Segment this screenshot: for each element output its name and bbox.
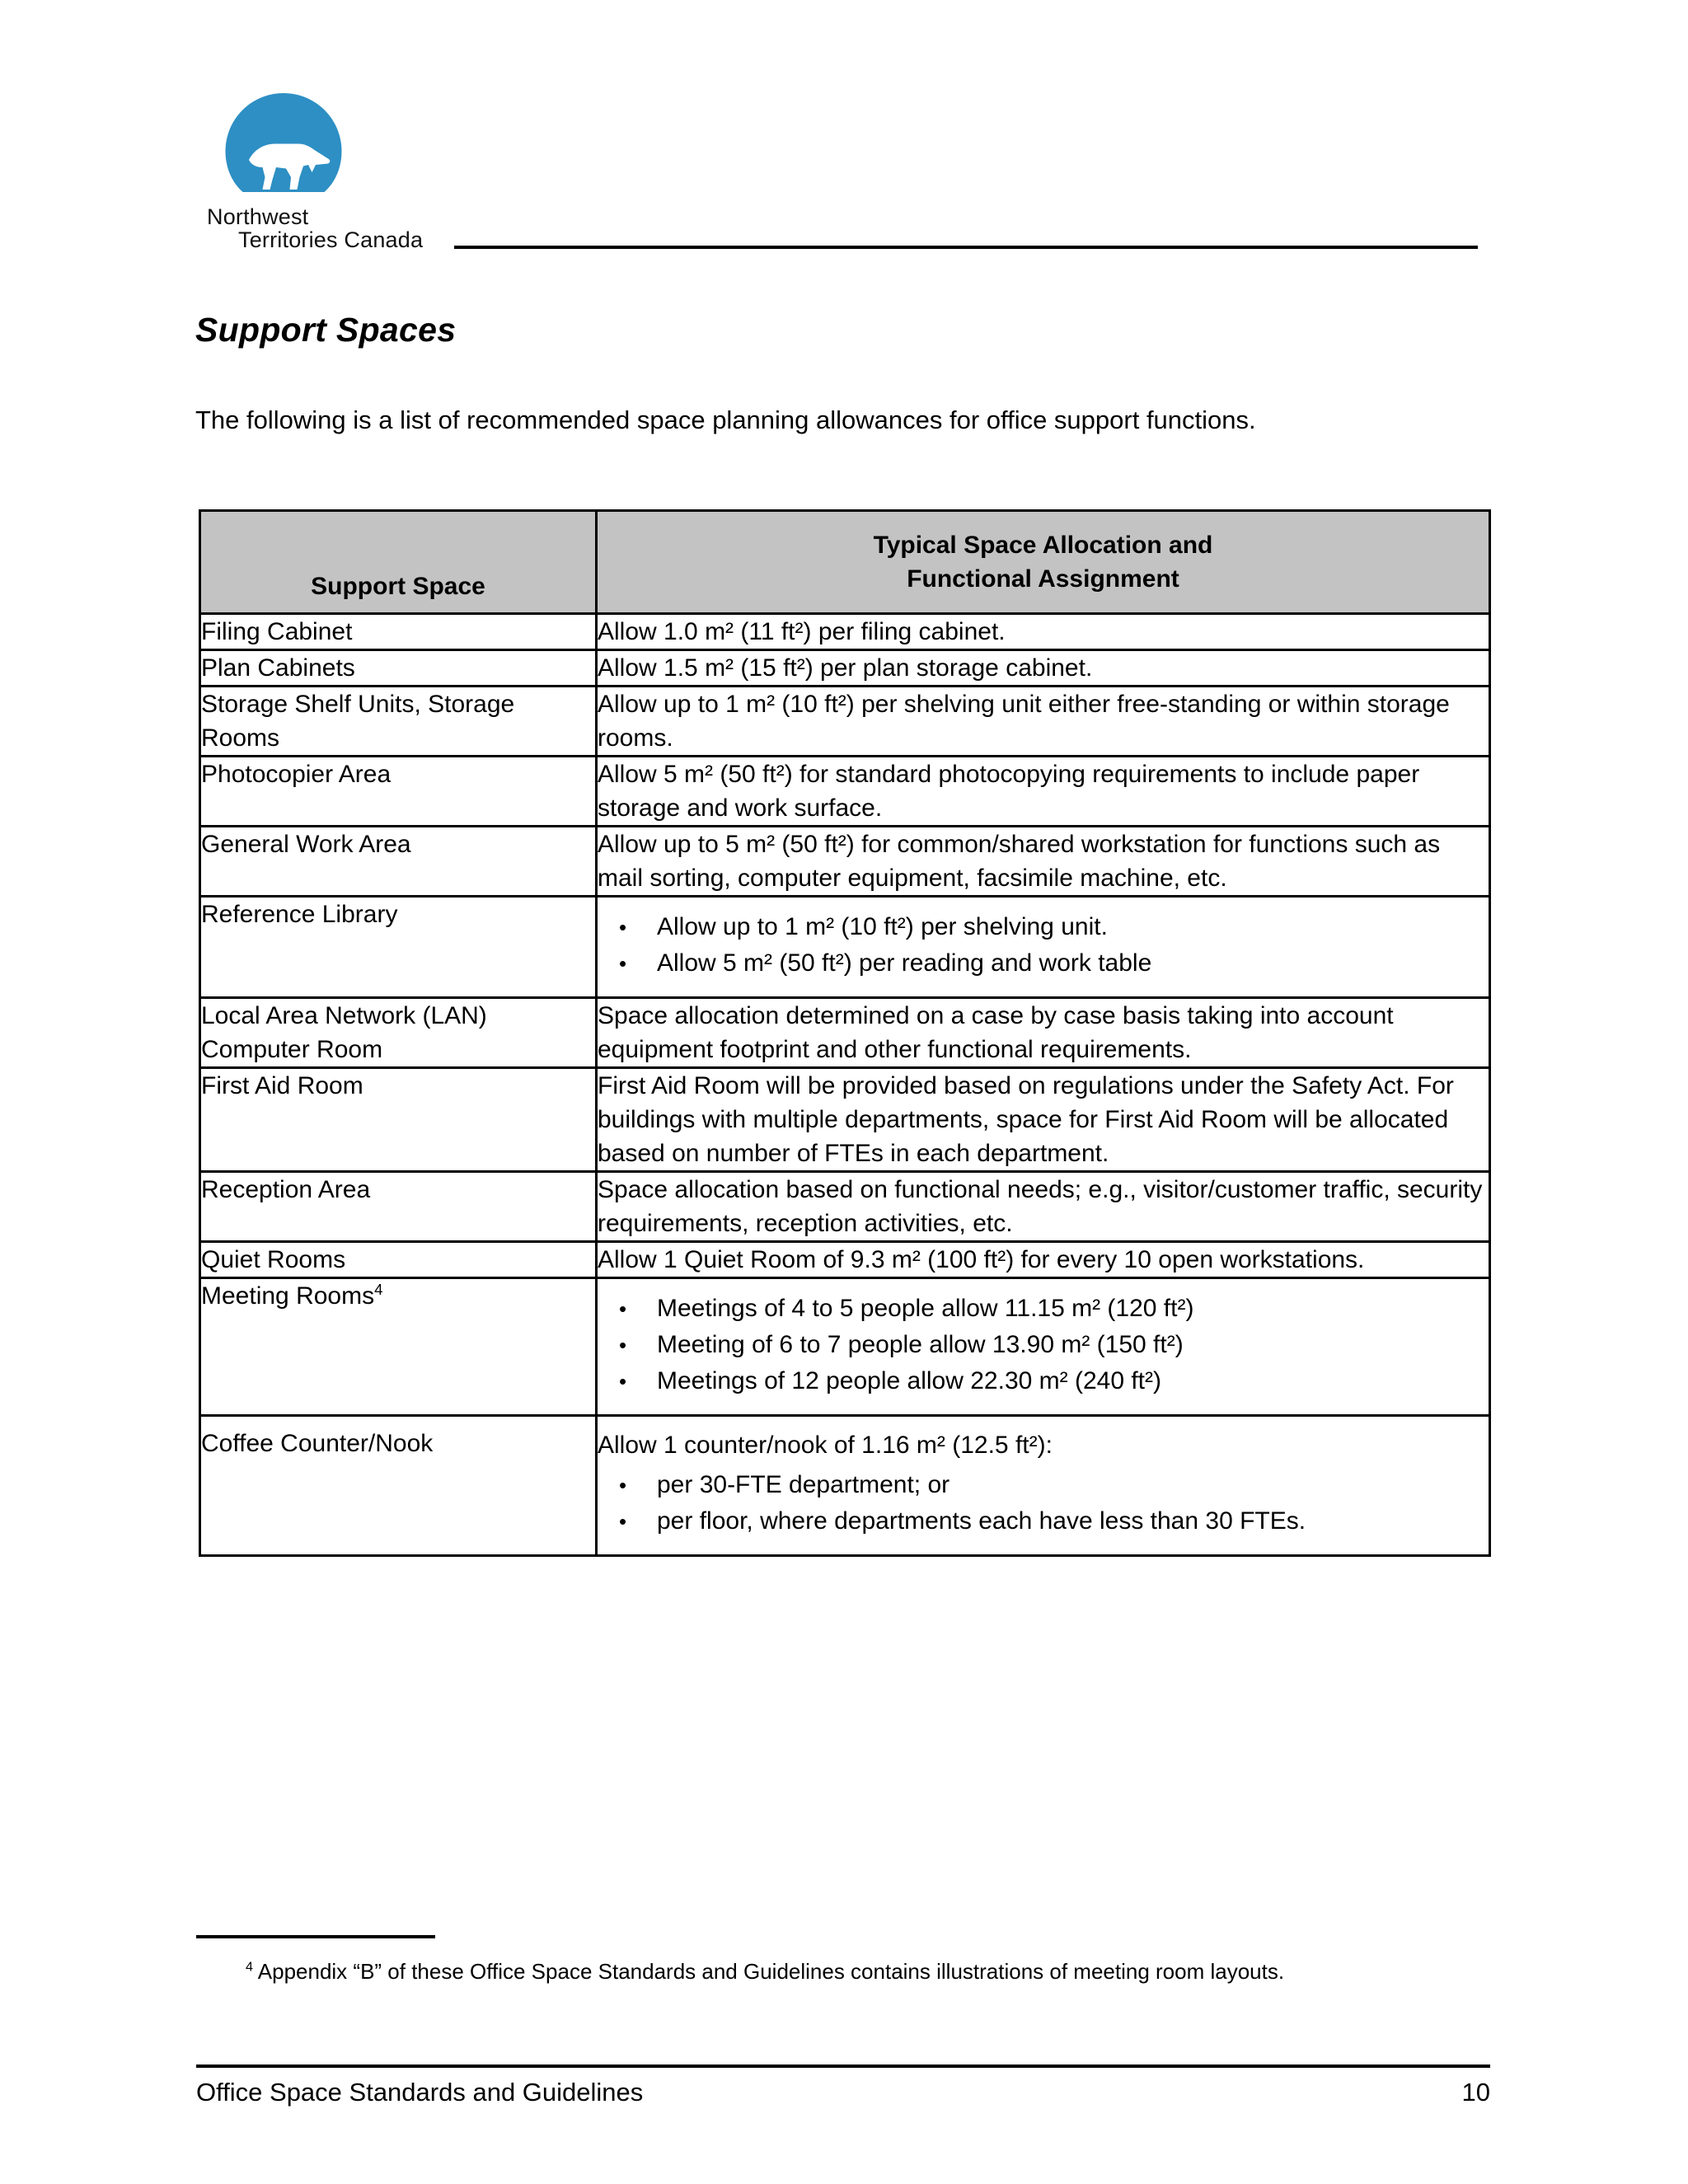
table-row <box>200 897 1490 998</box>
row-body-cell <box>597 1242 1490 1278</box>
row-body-cell <box>597 897 1490 998</box>
row-label-cell <box>200 1068 597 1172</box>
page-title: Support Spaces <box>195 311 457 349</box>
table-row <box>200 650 1490 687</box>
row-label-cell <box>200 614 597 650</box>
row-label-cell <box>200 897 597 998</box>
list-item: • Allow up to 1 m² (10 ft²) per shelving unit. <box>598 909 1489 945</box>
support-spaces-table <box>199 509 1491 1557</box>
row-label: Coffee Counter/Nook <box>201 1430 434 1457</box>
row-body-text: Allow up to 5 m² (50 ft²) for common/shared workstation for functions such as mail sorting, computer equipment, facsimile machine, etc. <box>598 831 1441 892</box>
row-label: Local Area Network (LAN) Computer Room <box>201 1002 487 1063</box>
row-label: Plan Cabinets <box>201 654 355 682</box>
row-label: Meeting Rooms <box>201 1282 375 1310</box>
table-row <box>200 1068 1490 1172</box>
list-item: • per 30-FTE department; or <box>598 1467 1489 1503</box>
row-body-text: Allow 1.0 m² (11 ft²) per filing cabinet. <box>598 618 1006 645</box>
logo-wordmark <box>207 206 471 251</box>
list-item: • Meetings of 12 people allow 22.30 m² (240 ft²) <box>598 1363 1489 1399</box>
table-row <box>200 827 1490 897</box>
intro-paragraph: The following is a list of recommended space planning allowances for office support functions. <box>195 405 1256 434</box>
row-label: Reception Area <box>201 1176 371 1203</box>
row-body-text: Allow up to 1 m² (10 ft²) per shelving unit either free-standing or within storage rooms. <box>598 691 1450 752</box>
table-row <box>200 1278 1490 1416</box>
table-row <box>200 998 1490 1068</box>
row-body-cell <box>597 757 1490 827</box>
row-body-text: Allow 1.5 m² (15 ft²) per plan storage cabinet. <box>598 654 1093 682</box>
table-row <box>200 687 1490 757</box>
row-bullet-list <box>598 1467 1489 1540</box>
row-label: General Work Area <box>201 831 411 858</box>
row-body-text: First Aid Room will be provided based on regulations under the Safety Act. For buildings with multiple departments, space for First Aid Room will be allocated based on number of FTEs in each department. <box>598 1072 1454 1167</box>
list-item: • Allow 5 m² (50 ft²) per reading and work table <box>598 945 1489 982</box>
row-body-cell <box>597 998 1490 1068</box>
row-label-cell <box>200 1278 597 1416</box>
table-body <box>200 614 1490 1556</box>
list-item: • per floor, where departments each have less than 30 FTEs. <box>598 1503 1489 1540</box>
row-label: First Aid Room <box>201 1072 363 1099</box>
row-label: Storage Shelf Units, Storage Rooms <box>201 691 515 752</box>
row-bullet-list <box>598 1291 1489 1399</box>
row-label: Photocopier Area <box>201 761 392 788</box>
row-label: Filing Cabinet <box>201 618 353 645</box>
column-header-typical-space-allocation <box>597 511 1490 614</box>
row-label-cell <box>200 827 597 897</box>
row-label-cell <box>200 687 597 757</box>
row-body-text: Allow 1 Quiet Room of 9.3 m² (100 ft²) for every 10 open workstations. <box>598 1246 1365 1273</box>
list-item: • Meetings of 4 to 5 people allow 11.15 m² (120 ft²) <box>598 1291 1489 1327</box>
row-body-cell <box>597 827 1490 897</box>
table-row <box>200 1172 1490 1242</box>
row-body-text: Space allocation based on functional needs; e.g., visitor/customer traffic, security requirements, reception activities, etc. <box>598 1176 1483 1237</box>
row-body-cell <box>597 1278 1490 1416</box>
logo-line-1: Northwest <box>207 204 309 229</box>
list-item: • Meeting of 6 to 7 people allow 13.90 m² (150 ft²) <box>598 1327 1489 1363</box>
polar-bear-circle-logo-icon <box>222 91 345 214</box>
row-body-cell <box>597 614 1490 650</box>
row-label: Reference Library <box>201 901 398 928</box>
document-masthead <box>199 91 1489 255</box>
row-body-cell <box>597 650 1490 687</box>
row-body-text: Space allocation determined on a case by case basis taking into account equipment footprint and other functional requirements. <box>598 1002 1394 1063</box>
table-row <box>200 1416 1490 1556</box>
column-header-support-space: Support Space <box>200 511 597 614</box>
table-row <box>200 757 1490 827</box>
page-footer <box>196 2074 1490 2111</box>
masthead-rule <box>454 246 1478 249</box>
footnote <box>196 1955 1490 1989</box>
support-spaces-table-wrap <box>199 509 1489 1557</box>
table-row <box>200 614 1490 650</box>
row-label-cell <box>200 1172 597 1242</box>
table-header-row <box>200 511 1490 614</box>
row-label-cell <box>200 1416 597 1556</box>
row-body-cell <box>597 687 1490 757</box>
footer-title: Office Space Standards and Guidelines <box>196 2078 644 2107</box>
row-label-cell <box>200 1242 597 1278</box>
row-label-footnote-marker: 4 <box>374 1281 383 1298</box>
footer-page-number: 10 <box>1461 2078 1490 2107</box>
row-label-cell <box>200 650 597 687</box>
row-label-cell <box>200 757 597 827</box>
row-label-cell <box>200 998 597 1068</box>
row-body-cell <box>597 1068 1490 1172</box>
row-bullet-list <box>598 909 1489 982</box>
row-body-text: Allow 5 m² (50 ft²) for standard photocopying requirements to include paper storage and work surface. <box>598 761 1420 822</box>
footnote-text: Appendix “B” of these Office Space Standards and Guidelines contains illustrations of meeting room layouts. <box>257 1959 1285 1984</box>
row-body-lead: Allow 1 counter/nook of 1.16 m² (12.5 ft²): <box>598 1432 1053 1459</box>
footer-separator-rule <box>196 2064 1490 2068</box>
column-header-line-1: Typical Space Allocation and <box>873 532 1213 559</box>
footnote-separator-rule <box>196 1935 435 1938</box>
gnwt-logo <box>207 91 454 252</box>
column-header-line-2: Functional Assignment <box>907 565 1179 593</box>
row-label: Quiet Rooms <box>201 1246 346 1273</box>
footnote-marker: 4 <box>246 1959 253 1975</box>
logo-line-2: Territories Canada <box>238 227 424 252</box>
row-body-cell <box>597 1172 1490 1242</box>
table-row <box>200 1242 1490 1278</box>
row-body-cell <box>597 1416 1490 1556</box>
